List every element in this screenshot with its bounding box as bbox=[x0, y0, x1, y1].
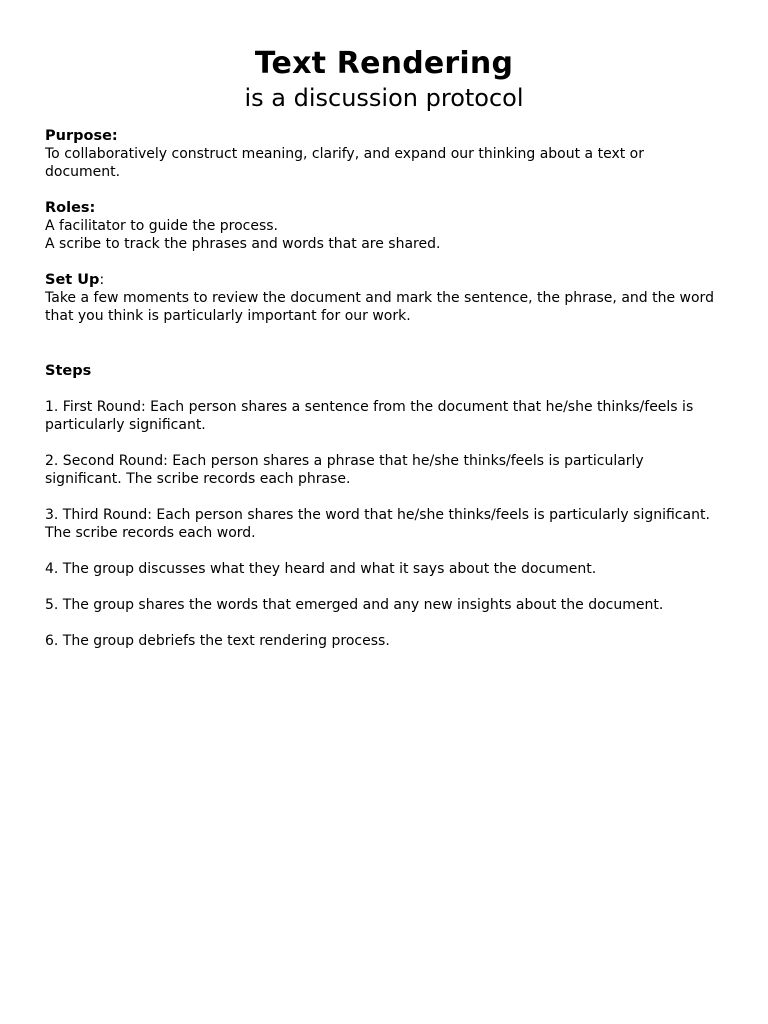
setup-text: Take a few moments to review the document and mark the sentence, the phrase, and the word that you think is particularly important for our work. bbox=[45, 290, 714, 324]
document-title: Text Rendering bbox=[254, 46, 514, 81]
step-item: 1. First Round: Each person shares a sentence from the document that he/she thinks/feels is particularly significant. bbox=[45, 399, 694, 433]
steps-heading: Steps bbox=[45, 363, 92, 379]
purpose-section bbox=[45, 127, 723, 181]
roles-line: A facilitator to guide the process. bbox=[45, 218, 279, 234]
roles-section bbox=[45, 199, 723, 253]
step-item: 5. The group shares the words that emerged and any new insights about the document. bbox=[45, 597, 664, 613]
purpose-heading: Purpose: bbox=[45, 128, 118, 144]
setup-heading-colon: : bbox=[99, 272, 105, 288]
steps-list bbox=[45, 398, 723, 650]
step-item: 4. The group discusses what they heard and what it says about the document. bbox=[45, 561, 597, 577]
setup-section bbox=[45, 271, 723, 325]
roles-heading: Roles: bbox=[45, 200, 96, 216]
document-subtitle: is a discussion protocol bbox=[244, 84, 524, 112]
purpose-text: To collaboratively construct meaning, clarify, and expand our thinking about a text or document. bbox=[45, 146, 644, 180]
roles-line: A scribe to track the phrases and words that are shared. bbox=[45, 236, 441, 252]
setup-heading bbox=[45, 271, 723, 289]
step-item: 3. Third Round: Each person shares the word that he/she thinks/feels is particularly significant. The scribe records each word. bbox=[45, 507, 710, 541]
step-item: 6. The group debriefs the text rendering process. bbox=[45, 633, 390, 649]
step-item: 2. Second Round: Each person shares a phrase that he/she thinks/feels is particularly significant. The scribe records each phrase. bbox=[45, 453, 644, 487]
setup-heading-label: Set Up bbox=[45, 272, 100, 288]
